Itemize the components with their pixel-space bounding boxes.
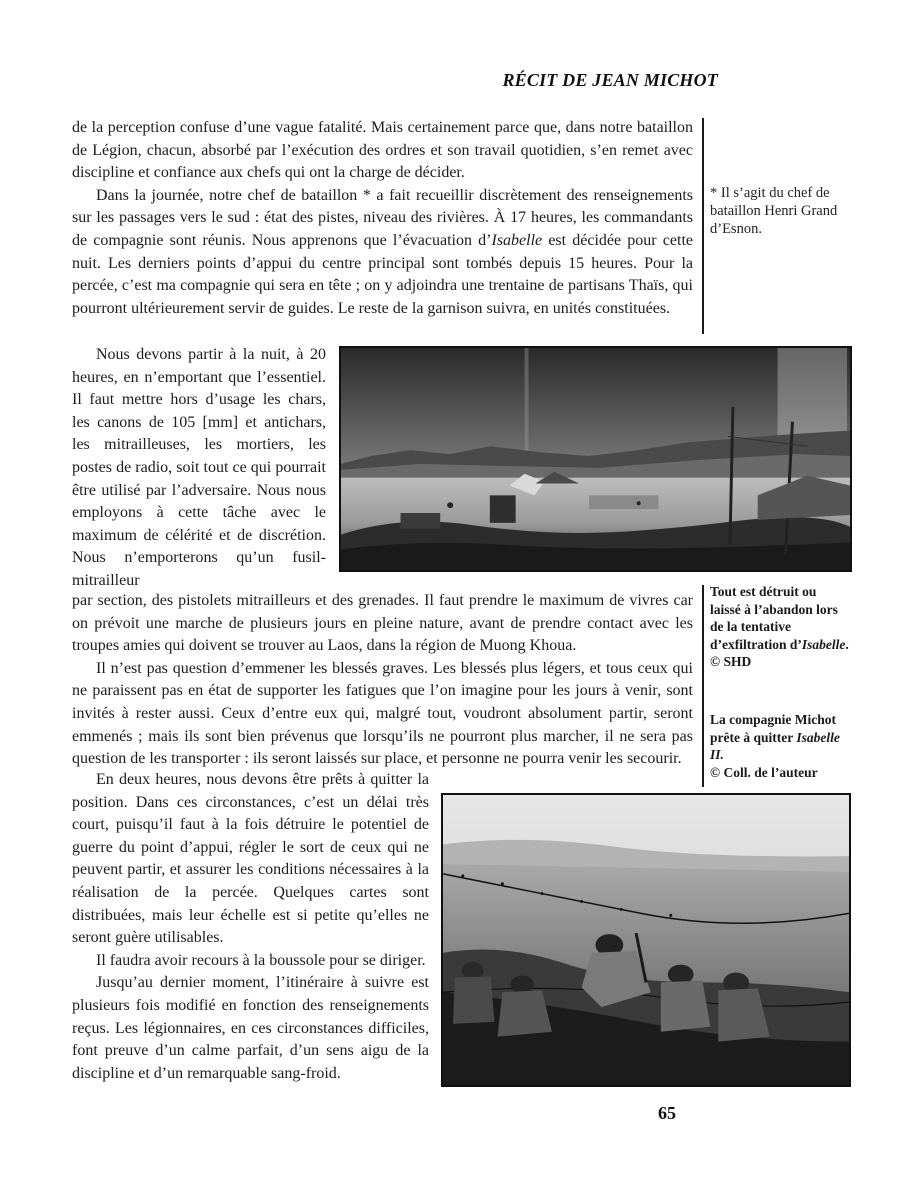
photo-soldiers-image: [443, 795, 849, 1085]
paragraph-7: Jusqu’au dernier moment, l’itinéraire à suivre est plusieurs fois modifié en fonction des renseignements reçus. Les légionnaires, en ces circonstances difficiles, font preuve d’un calme parfait, d’un sens aigu de la discipline et d’un remarquable sang-froid.: [72, 974, 429, 1082]
photo-camp-image: [341, 348, 850, 570]
paragraph-3: Nous devons partir à la nuit, à 20 heures, en n’emportant que l’essentiel. Il faut mettre hors d’usage les chars, les canons de 105 [mm] et antichars, les mitrailleuses, les mortiers, les postes de radio, soit tout ce qui pourrait être utilisé par l’adversaire. Nous nous employons à cette tâche avec le maximum de célérité et de discrétion. Nous n’emporterons qu’un fusil-mitrailleur: [72, 346, 326, 589]
middle-text-block: [72, 590, 693, 771]
photo-destroyed-camp: [339, 346, 852, 572]
paragraph-3-continued: par section, des pistolets mitrailleurs et des grenades. Il faut prendre le maximum de vivres car on prévoit une marche de plusieurs jours en pleine nature, avant de prendre contact avec les troupes amies qui doivent se trouver au Laos, dans la région de Muong Khoua.: [72, 592, 693, 655]
photo-caption-camp: Tout est détruit ou laissé à l’abandon lors de la tentative d’exfiltration d’Isabelle. © SHD: [710, 584, 849, 670]
photo-caption-company: La compagnie Michot prête à quitter Isabelle II. © Coll. de l’auteur: [710, 712, 840, 780]
paragraph-6: Il faudra avoir recours à la boussole pour se diriger.: [96, 951, 426, 969]
top-text-block: [72, 117, 693, 320]
paragraph-2: Dans la journée, notre chef de bataillon * a fait recueillir discrètement des renseignements sur les passages vers le sud : état des pistes, niveau des rivières. À 17 heures, les commandants de compagnie sont réunis. Nous apprenons que l’évacuation d’Isabelle est décidée pour cette nuit. Les derniers points d’appui du centre principal sont tombés depuis 15 heures. Pour la percée, c’est ma compagnie qui sera en tête ; on y adjoindra une trentaine de partisans Thaïs, qui pourront ultérieurement servir de guides. Le reste de la garnison suivra, en unités constituées.: [72, 186, 693, 317]
paragraph-5: En deux heures, nous devons être prêts à quitter la position. Dans ces circonstances, c’est un délai très court, puisqu’il faut à la fois détruire le potentiel de guerre du point d’appui, régler le sort de ceux qui ne peuvent partir, et assurer les conditions nécessaires à la réalisation de la percée. Quelques cartes sont distribuées, mais leur échelle est si petite qu’elles ne seront guère utilisables.: [72, 771, 429, 947]
photo-company-michot: [441, 793, 851, 1087]
page-number: 65: [658, 1103, 676, 1123]
photo-credit-shd: © SHD: [710, 654, 752, 670]
photo-credit-author: © Coll. de l’auteur: [710, 764, 818, 780]
lower-text-block: [72, 769, 429, 1085]
paragraph-1: de la perception confuse d’une vague fatalité. Mais certainement parce que, dans notre bataillon de Légion, chacun, absorbé par l’exécution des ordres et son travail quotidien, s’en remet avec discipline et confiance aux chefs qui ont la charge de décider.: [72, 119, 693, 182]
running-title: RÉCIT DE JEAN MICHOT: [502, 70, 718, 90]
paragraph-4: Il n’est pas question d’emmener les blessés graves. Les blessés plus légers, et tous ceux qui ne paraissent pas en état de supporter les fatigues que l’on imagine pour les jours à venir, sont invités à rester aussi. Ceux d’entre eux qui, malgré tout, voudront absolument partir, seront emmenés ; mais ils sont bien prévenus que lorsqu’ils ne pourront plus marcher, il ne sera pas question de les transporter : ils seront laissés sur place, et personne ne pourra venir les secourir.: [72, 659, 693, 768]
margin-rule: [702, 118, 704, 334]
footnote: * Il s’agit du chef de bataillon Henri Grand d’Esnon.: [710, 185, 838, 237]
caption-rule: [702, 585, 704, 787]
